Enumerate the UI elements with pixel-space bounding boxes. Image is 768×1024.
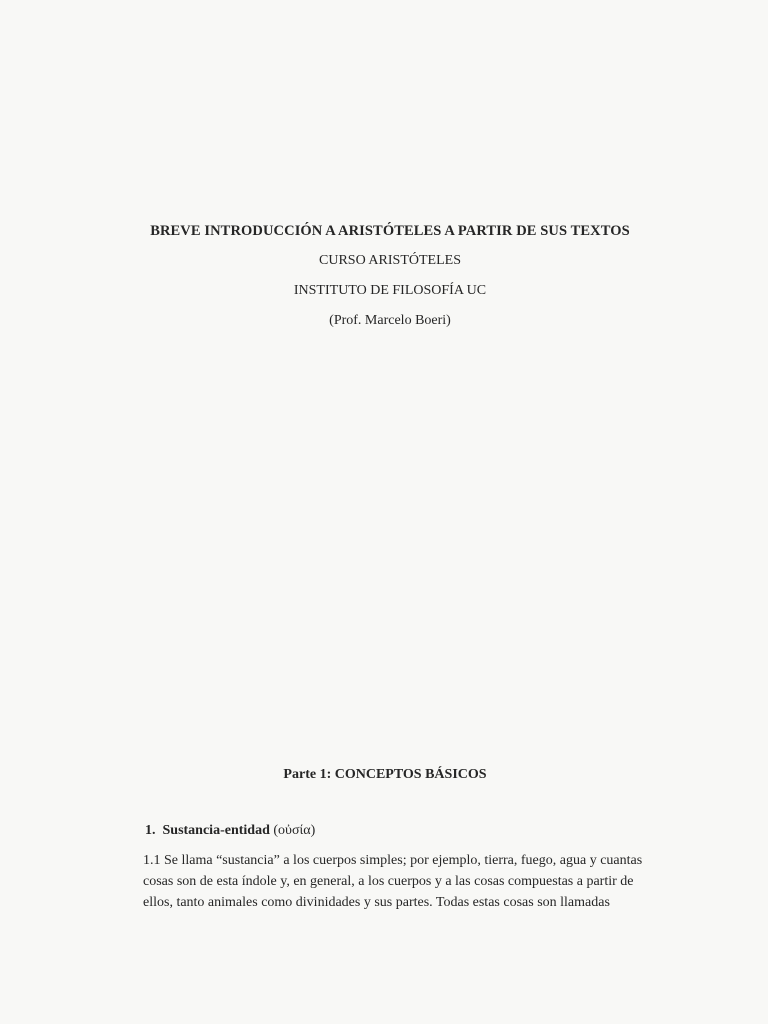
document-title: BREVE INTRODUCCIÓN A ARISTÓTELES A PARTIR DE SUS TEXTOS: [150, 223, 630, 239]
author-name: (Prof. Marcelo Boeri): [329, 313, 451, 328]
part-heading: Parte 1: CONCEPTOS BÁSICOS: [283, 767, 487, 782]
title-block: [0, 220, 768, 332]
section-label: Sustancia-entidad: [162, 823, 270, 838]
section-heading: [145, 820, 315, 842]
body-paragraph: 1.1 Se llama “sustancia” a los cuerpos simples; por ejemplo, tierra, fuego, agua y cuantas cosas son de esta índole y, en general, a los cuerpos y a las cosas compuestas a partir de ellos, tanto animales como divinidades y sus partes. Todas estas cosas son llamadas: [143, 853, 643, 910]
section-number: 1.: [145, 823, 156, 838]
course-name: CURSO ARISTÓTELES: [319, 253, 461, 268]
institute-name: INSTITUTO DE FILOSOFÍA UC: [293, 283, 487, 298]
section-greek-term: (οὐσία): [273, 823, 316, 838]
